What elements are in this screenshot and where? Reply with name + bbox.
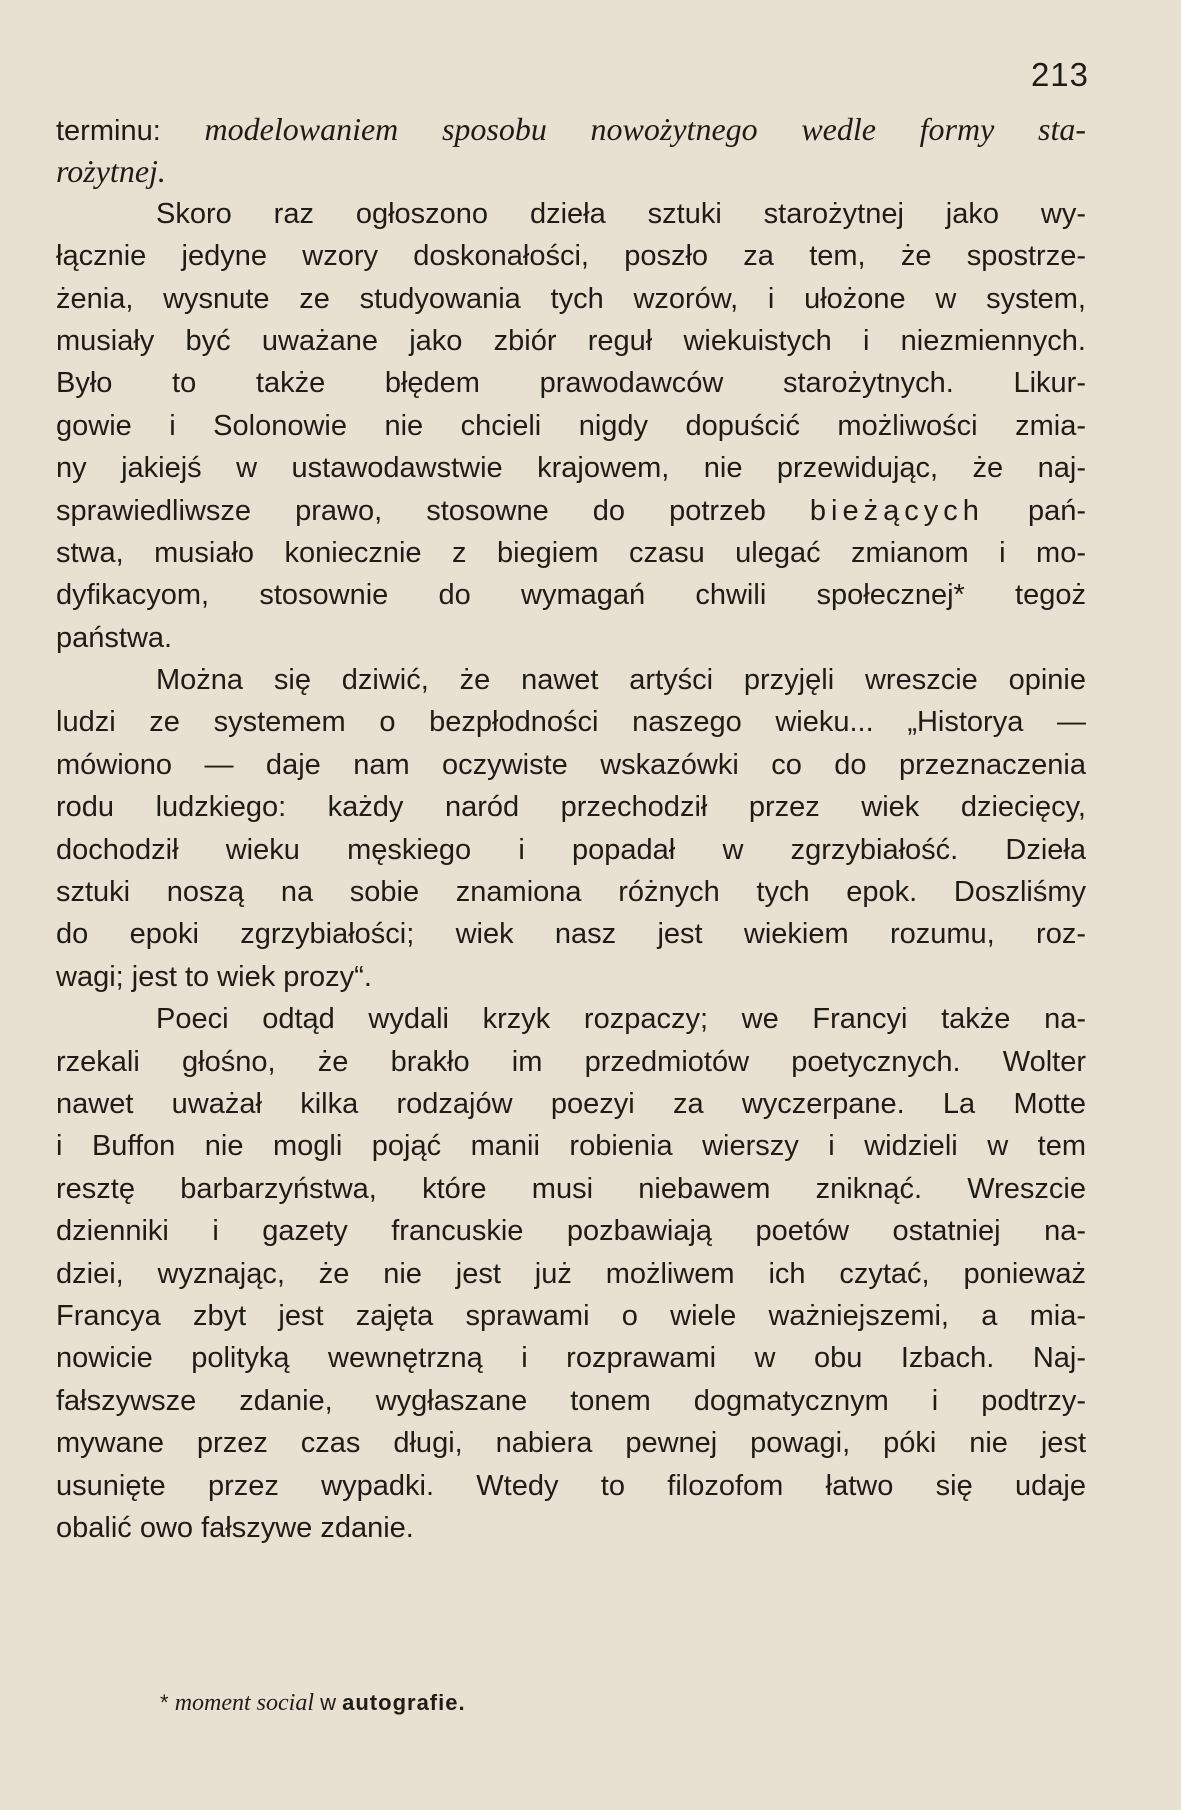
text-line: łącznie jedyne wzory doskonałości, poszło za tem, że spostrze- bbox=[56, 240, 1086, 273]
text-line: obalić owo fałszywe zdanie. bbox=[56, 1511, 414, 1544]
text-line: Było to także błędem prawodawców starożytnych. Likur- bbox=[56, 367, 1086, 400]
footnote-mark: * bbox=[160, 1690, 175, 1715]
text-line: gowie i Solonowie nie chcieli nigdy dopuścić możliwości zmia- bbox=[56, 409, 1086, 442]
footnote-middle: w bbox=[314, 1690, 343, 1715]
text-line: stwa, musiało koniecznie z biegiem czasu ulegać zmianom i mo- bbox=[56, 536, 1086, 569]
text-line: ny jakiejś w ustawodawstwie krajowem, nie przewidując, że naj- bbox=[56, 452, 1086, 485]
body-text bbox=[56, 108, 1086, 1549]
text-line: dochodził wieku męskiego i popadał w zgrzybiałość. Dzieła bbox=[56, 833, 1086, 866]
spaced-emphasis: bieżących bbox=[809, 494, 984, 527]
text-line: resztę barbarzyństwa, które musi niebawem zniknąć. Wreszcie bbox=[56, 1172, 1086, 1205]
text-line: dzienniki i gazety francuskie pozbawiają poetów ostatniej na- bbox=[56, 1215, 1086, 1248]
text-line: żenia, wysnute ze studyowania tych wzorów, i ułożone w system, bbox=[56, 282, 1086, 315]
text-line: dyfikacyom, stosownie do wymagań chwili społecznej* tegoż bbox=[56, 579, 1086, 612]
text-line: mówiono — daje nam oczywiste wskazówki co do przeznaczenia bbox=[56, 748, 1086, 781]
footnote bbox=[160, 1690, 466, 1717]
footnote-italic: moment social bbox=[174, 1690, 314, 1716]
text-line: terminu: modelowaniem sposobu nowożytnego wedle formy sta- bbox=[56, 111, 1086, 147]
paragraph-first-line: Poeci odtąd wydali krzyk rozpaczy; we Francyi także na- bbox=[156, 1003, 1086, 1036]
text-line: i Buffon nie mogli pojąć manii robienia wierszy i widzieli w tem bbox=[56, 1130, 1086, 1163]
text-line: sprawiedliwsze prawo, stosowne do potrzeb bieżących pań- bbox=[56, 494, 1086, 527]
italic-phrase: modelowaniem sposobu nowożytnego wedle formy sta- bbox=[204, 111, 1086, 147]
text-line: musiały być uważane jako zbiór reguł wiekuistych i niezmiennych. bbox=[56, 324, 1086, 357]
text-line: rzekali głośno, że brakło im przedmiotów poetycznych. Wolter bbox=[56, 1045, 1086, 1078]
text-line: sztuki noszą na sobie znamiona różnych tych epok. Doszliśmy bbox=[56, 876, 1086, 909]
text-line: Francya zbyt jest zajęta sprawami o wiele ważniejszemi, a mia- bbox=[56, 1299, 1086, 1332]
paragraph-first-line: Można się dziwić, że nawet artyści przyjęli wreszcie opinie bbox=[156, 664, 1086, 697]
text-line: ludzi ze systemem o bezpłodności naszego wieku... „Historya — bbox=[56, 706, 1086, 739]
text-line bbox=[56, 150, 1086, 192]
page-number: 213 bbox=[1030, 56, 1089, 93]
text-line: państwa. bbox=[56, 621, 173, 654]
paragraph-first-line: Skoro raz ogłoszono dzieła sztuki starożytnej jako wy- bbox=[156, 197, 1086, 230]
text-line: mywane przez czas długi, nabiera pewnej powagi, póki nie jest bbox=[56, 1427, 1086, 1460]
footnote-bold: autografie. bbox=[342, 1690, 466, 1715]
text-line: rodu ludzkiego: każdy naród przechodził przez wiek dziecięcy, bbox=[56, 791, 1086, 824]
text-line: do epoki zgrzybiałości; wiek nasz jest wiekiem rozumu, roz- bbox=[56, 918, 1086, 951]
text-line: usunięte przez wypadki. Wtedy to filozofom łatwo się udaje bbox=[56, 1469, 1086, 1502]
text-line: wagi; jest to wiek prozy“. bbox=[56, 960, 372, 993]
text-line: nawet uważał kilka rodzajów poezyi za wyczerpane. La Motte bbox=[56, 1087, 1086, 1120]
italic-phrase: rożytnej. bbox=[56, 153, 166, 190]
text-line: fałszywsze zdanie, wygłaszane tonem dogmatycznym i podtrzy- bbox=[56, 1384, 1086, 1417]
text-line: nowicie polityką wewnętrzną i rozprawami w obu Izbach. Naj- bbox=[56, 1342, 1086, 1375]
text-line: dziei, wyznając, że nie jest już możliwem ich czytać, ponieważ bbox=[56, 1257, 1086, 1290]
